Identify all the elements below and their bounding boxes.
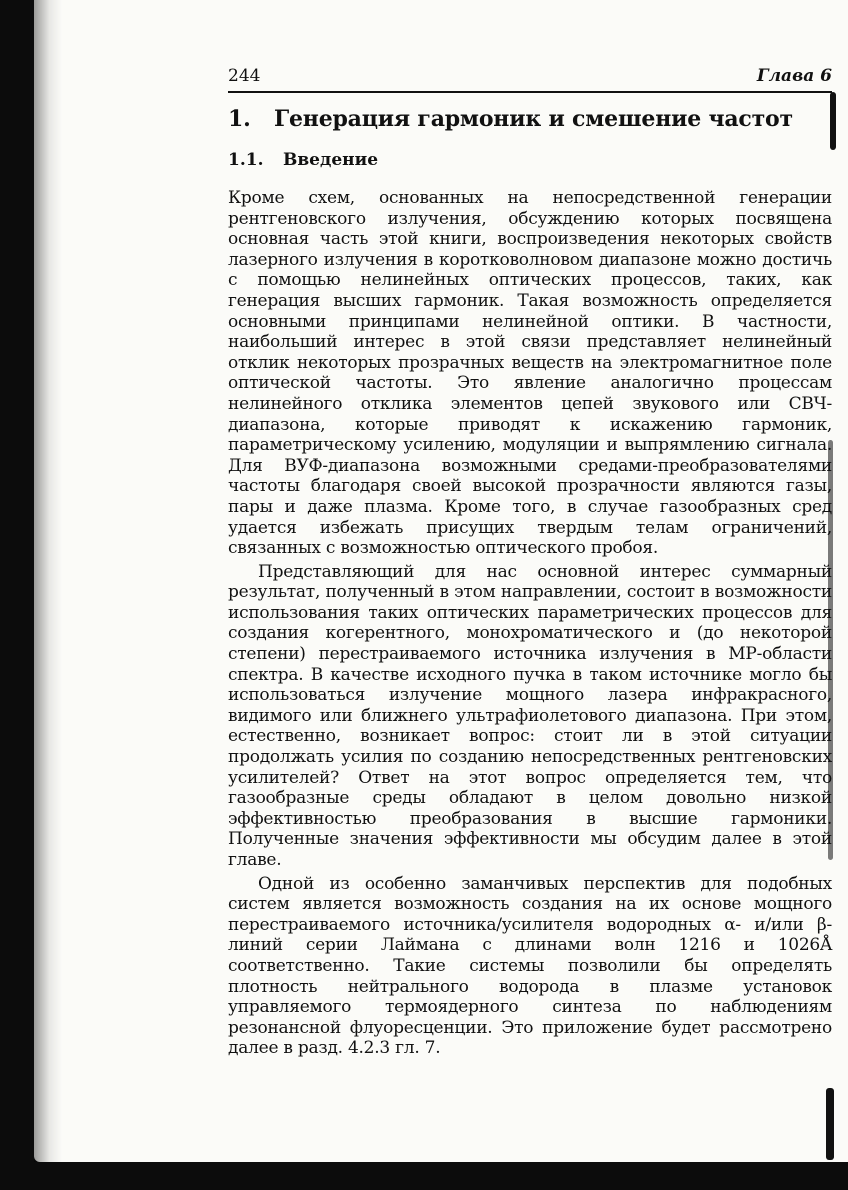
chapter-label: Глава 6 (756, 66, 832, 86)
subsection-heading (228, 150, 378, 170)
body-text (228, 188, 832, 1059)
section-number: 1. (228, 106, 251, 132)
subsection-number: 1.1. (228, 150, 264, 170)
scan-edge-mark (830, 92, 836, 150)
paragraph: Кроме схем, основанных на непосредственной генерации рентгеновского излучения, обсуждению которых посвящена основная часть этой книги, воспроизведения некоторых свойств лазерного излучения в коротковолновом диапазоне можно достичь с помощью нелинейных оптических процессов, таких, как генерация высших гармоник. Такая возможность определяется основными принципами нелинейной оптики. В частности, наибольший интерес в этой связи представляет нелинейный отклик некоторых прозрачных веществ на электромагнитное поле оптической частоты. Это явление аналогично процессам нелинейного отклика элементов цепей звукового или СВЧ-диапазона, которые приводят к искажению гармоник, параметрическому усилению, модуляции и выпрямлению сигнала. Для ВУФ-диапазона возможными средами-преобразователями частоты благодаря своей высокой прозрачности являются газы, пары и даже плазма. Кроме того, в случае газообразных сред удается избежать присущих твердым телам ограничений, связанных с возможностью оптического пробоя. (228, 188, 832, 559)
subsection-title: Введение (283, 150, 379, 170)
section-title: Генерация гармоник и смешение частот (274, 106, 793, 132)
header-rule (228, 91, 832, 93)
section-heading (228, 106, 793, 132)
running-head (228, 66, 832, 88)
paragraph: Представляющий для нас основной интерес суммарный результат, полученный в этом направлении, состоит в возможности использования таких оптических параметрических процессов для создания когерентного, монохроматического и (до некоторой степени) перестраиваемого источника излучения в МР-области спектра. В качестве исходного пучка в таком источнике могло бы использоваться излучение мощного лазера инфракрасного, видимого или ближнего ультрафиолетового диапазона. При этом, естественно, возникает вопрос: стоит ли в этой ситуации продолжать усилия по созданию непосредственных рентгеновских усилителей? Ответ на этот вопрос определяется тем, что газообразные среды обладают в целом довольно низкой эффективностью преобразования в высшие гармоники. Полученные значения эффективности мы обсудим далее в этой главе. (228, 561, 832, 870)
scan-edge-mark (826, 1088, 834, 1160)
paragraph: Одной из особенно заманчивых перспектив для подобных систем является возможность создания на их основе мощного перестраиваемого источника/усилителя водородных α- и/или β-линий серии Лаймана с длинами волн 1216 и 1026Å соответственно. Такие системы позволили бы определять плотность нейтрального водорода в плазме установок управляемого термоядерного синтеза по наблюдениям резонансной флуоресценции. Это приложение будет рассмотрено далее в разд. 4.2.3 гл. 7. (228, 873, 832, 1059)
page-number: 244 (228, 66, 261, 86)
